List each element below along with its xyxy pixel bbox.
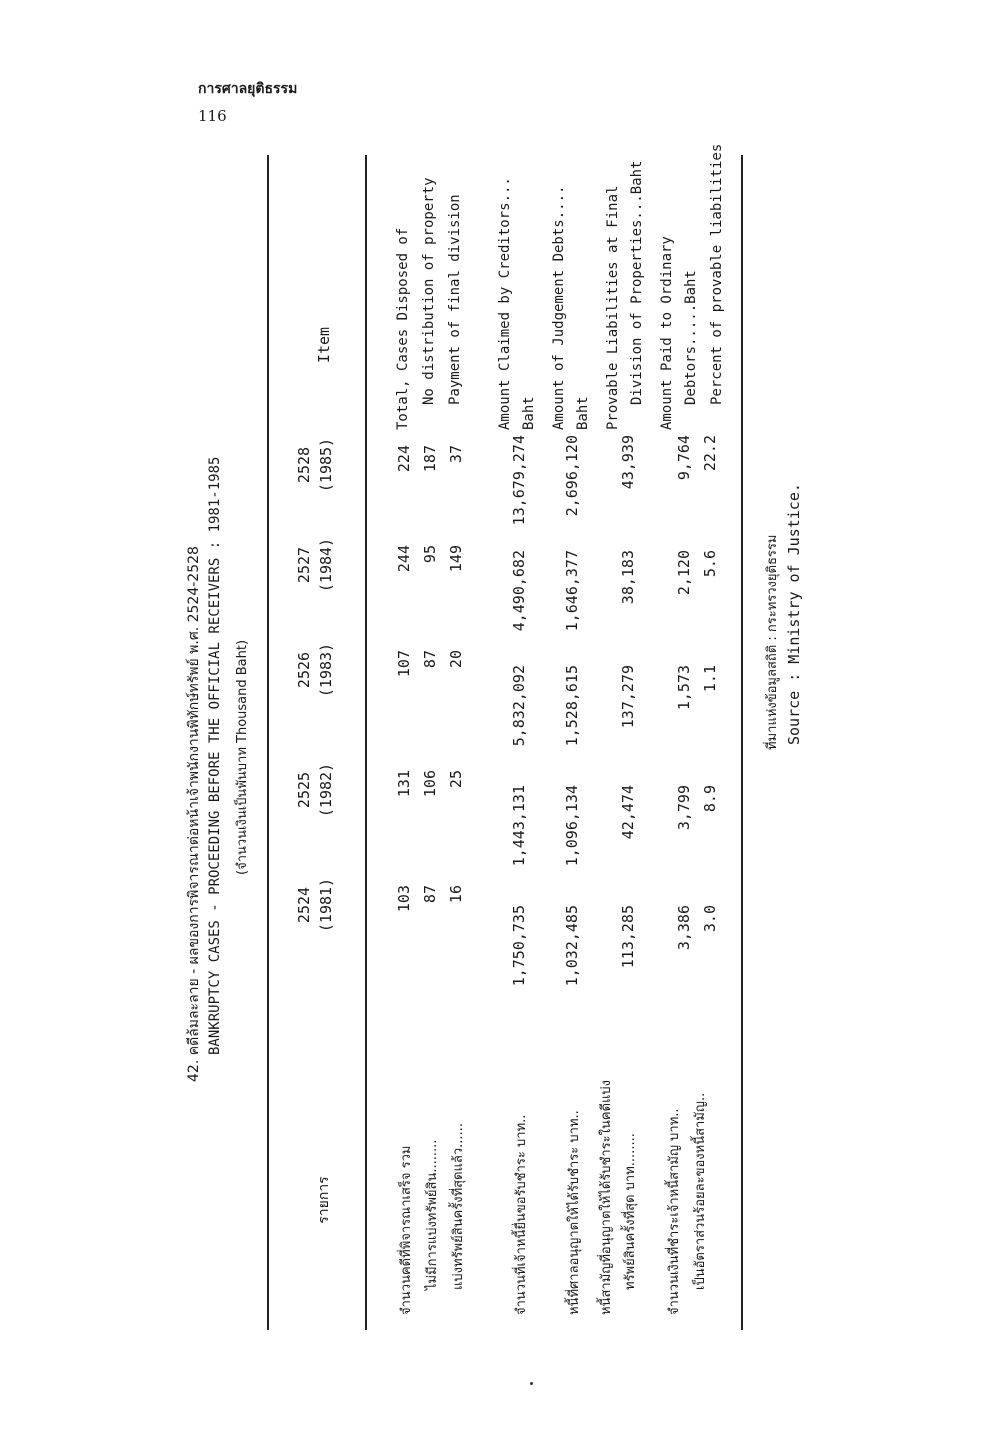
row-label-en: Division of Properties...Baht xyxy=(629,160,645,405)
table-cell: 13,679,274 xyxy=(510,435,528,526)
row-label-en: Payment of final division xyxy=(447,194,463,405)
row-label-thai: จำนวนเงินที่ชำระเจ้าหนี้สามัญ บาท.. xyxy=(667,1108,682,1315)
col-header-year: 2528 (1985) xyxy=(295,437,335,493)
table-cell: 87 xyxy=(421,885,439,904)
col-header-year: 2524 (1981) xyxy=(295,877,335,933)
table-cell: 1.1 xyxy=(701,665,719,693)
running-header: การศาลยุติธรรม xyxy=(198,81,298,97)
table-cell: 1,096,134 xyxy=(563,785,581,867)
table-cell: 3,386 xyxy=(675,905,693,951)
row-label-thai: หนี้ที่ศาลอนุญาตให้ได้รับชำระ บาท.. xyxy=(567,1110,582,1315)
table-title-en: BANKRUPTCY CASES - PROCEEDING BEFORE THE OFFICIAL RECEIVERS : 1981-1985 xyxy=(207,456,223,1055)
table-unit-note: (จำนวนเงินเป็นพันบาท Thousand Baht) xyxy=(235,639,250,875)
table-cell: 3,799 xyxy=(675,785,693,831)
row-label-en: Debtors.....Baht xyxy=(683,270,699,405)
table-cell: 244 xyxy=(395,545,413,573)
row-label-thai: จำนวนคดีที่พิจารณาเสร็จ รวม xyxy=(399,1145,414,1315)
col-header-year: 2526 (1983) xyxy=(295,642,335,698)
row-label-thai: จำนวนที่เจ้าหนี้ยื่นขอรับชำระ บาท.. xyxy=(514,1114,529,1315)
table-cell: 106 xyxy=(421,770,439,798)
row-label-thai: ไม่มีการแบ่งทรัพย์สิน........ xyxy=(425,1139,440,1290)
table-cell: 2,696,120 xyxy=(563,435,581,517)
row-label-thai: ทรัพย์สินครั้งที่สุด บาท........ xyxy=(623,1133,638,1290)
table-title-thai: 42. คดีล้มละลาย - ผลของการพิจารณาต่อหน้าเจ้าพนักงานพิทักษ์ทรัพย์ พ.ศ. 2524-2528 xyxy=(186,546,202,1082)
row-label-thai: เป็นอัตราส่วนร้อยละของหนี้สามัญ.. xyxy=(693,1092,708,1290)
table-cell: 87 xyxy=(421,650,439,669)
row-label-en: Amount of Judgement Debts.... xyxy=(551,185,567,430)
table-cell: 137,279 xyxy=(619,665,637,729)
table-cell: 4,490,682 xyxy=(510,550,528,632)
row-label-en: Provable Liabilities at Final xyxy=(605,185,621,430)
table-cell: 8.9 xyxy=(701,785,719,813)
table-cell: 3.0 xyxy=(701,905,719,933)
table-cell: 9,764 xyxy=(675,435,693,481)
row-label-en: Amount Claimed by Creditors... xyxy=(497,177,513,430)
row-label-thai: หนี้สามัญที่อนุญาตให้ได้รับชำระในคดีแบ่ง xyxy=(599,1080,614,1315)
row-label-thai: แบ่งทรัพย์สินครั้งที่สุดแล้ว...... xyxy=(451,1123,466,1290)
row-label-en: Baht xyxy=(521,396,537,430)
table-cell: 37 xyxy=(447,445,465,464)
row-label-en: Percent of provable liabilities xyxy=(709,143,725,405)
stray-mark xyxy=(530,1382,533,1385)
source-note-en: Source : Ministry of Justice. xyxy=(785,483,803,745)
table-cell: 5.6 xyxy=(701,550,719,578)
table-cell: 224 xyxy=(395,445,413,473)
rotated-table-page xyxy=(175,143,803,1330)
table-cell: 43,939 xyxy=(619,435,637,490)
table-cell: 131 xyxy=(395,770,413,798)
table-cell: 1,032,485 xyxy=(563,905,581,987)
col-header-item-thai: รายการ xyxy=(316,1176,332,1224)
table-cell: 1,573 xyxy=(675,665,693,711)
row-label-en: No distribution of property xyxy=(421,177,437,405)
table-cell: 20 xyxy=(447,650,465,669)
table-cell: 95 xyxy=(421,545,439,564)
table-cell: 5,832,092 xyxy=(510,665,528,747)
row-label-en: Baht xyxy=(575,396,591,430)
col-header-year: 2527 (1984) xyxy=(295,537,335,593)
table-cell: 25 xyxy=(447,770,465,789)
table-cell: 113,285 xyxy=(619,905,637,969)
page-number: 116 xyxy=(198,107,227,125)
row-label-en: Total, Cases Disposed of xyxy=(395,227,411,430)
table-cell: 1,750,735 xyxy=(510,905,528,987)
table-cell: 187 xyxy=(421,445,439,473)
top-rule xyxy=(267,155,269,1330)
table-cell: 38,183 xyxy=(619,550,637,605)
table-cell: 1,646,377 xyxy=(563,550,581,632)
row-label-en: Amount Paid to Ordinary xyxy=(659,236,675,430)
table-cell: 149 xyxy=(447,545,465,573)
table-cell: 22.2 xyxy=(701,435,719,472)
table-cell: 103 xyxy=(395,885,413,913)
header-rule xyxy=(365,155,367,1330)
table-cell: 1,528,615 xyxy=(563,665,581,747)
table-cell: 1,443,131 xyxy=(510,785,528,867)
col-header-item-en: Item xyxy=(315,326,333,364)
table-cell: 16 xyxy=(447,885,465,904)
table-cell: 107 xyxy=(395,650,413,678)
source-note-thai: ที่มาแห่งข้อมูลสถิติ : กระทรวงยุติธรรม xyxy=(765,534,780,750)
table-cell: 2,120 xyxy=(675,550,693,596)
bottom-rule xyxy=(741,155,743,1330)
col-header-year: 2525 (1982) xyxy=(295,762,335,818)
table-cell: 42,474 xyxy=(619,785,637,840)
